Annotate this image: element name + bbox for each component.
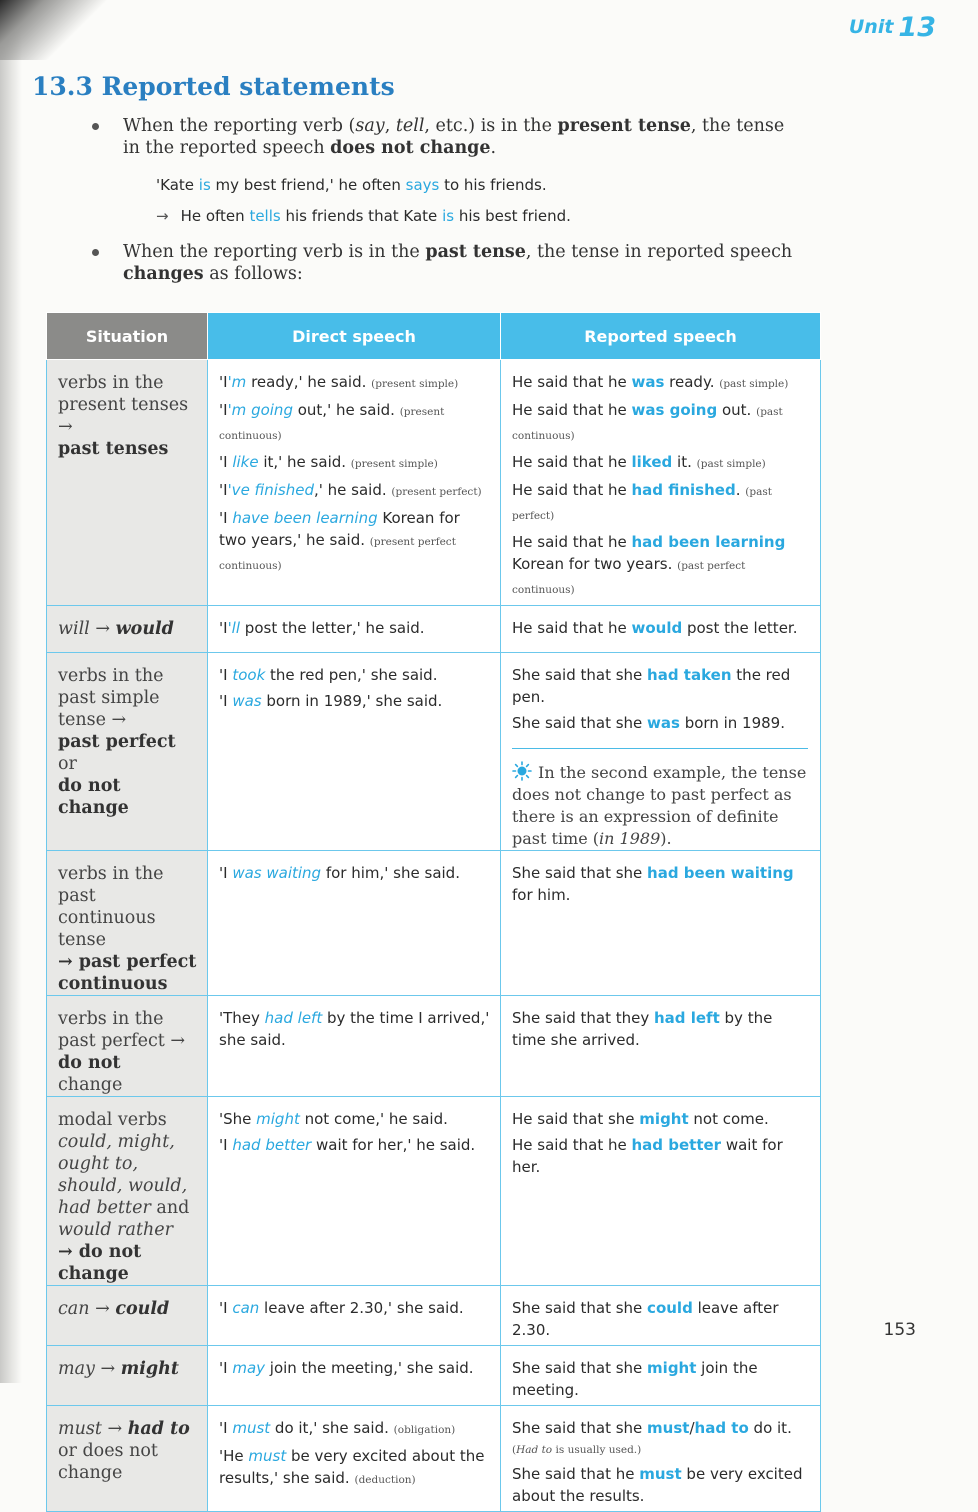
section-title: Reported statements [101,72,395,101]
table-row [47,1346,821,1406]
example-reported: → He often tells his friends that Kate is his best friend. [156,207,571,225]
table-row [47,1406,821,1512]
situation-cell: verbs in the present tenses → past tenses [47,360,208,606]
direct-cell: 'I'm ready,' he said. (present simple) 'I'm going out,' he said. (present continuous) 'I like it,' he said. (present simple) 'I've finished,' he said. (present perfect) 'I have been learning Korean for two years,' he said. (present perfect continuous) [208,360,501,606]
reported-cell: She said that she might join the meeting. [501,1346,821,1406]
table-row [47,851,821,996]
situation-cell: can → could [47,1286,208,1346]
header-direct-speech: Direct speech [208,313,501,360]
arrow-icon: → [156,207,169,225]
situation-cell: must → had to or does not change [47,1406,208,1512]
situation-cell: may → might [47,1346,208,1406]
direct-cell: 'They had left by the time I arrived,' she said. [208,996,501,1097]
situation-cell: verbs in the past simple tense → past perfect or do not change [47,653,208,851]
reported-cell: He said that she might not come. He said that he had better wait for her. [501,1097,821,1286]
direct-cell: 'I'll post the letter,' he said. [208,606,501,653]
reported-cell: She said that she could leave after 2.30. [501,1286,821,1346]
table-row [47,606,821,653]
tip-divider [512,748,808,749]
table-row [47,360,821,606]
unit-label: Unit [848,16,894,38]
example-direct: 'Kate is my best friend,' he often says to his friends. [156,176,547,194]
reported-cell: He said that he was ready. (past simple) He said that he was going out. (past continuous) He said that he liked it. (past simple) He said that he had finished. (past perfect) He said that he had been learning Korean for two years. (past perfect continuous) [501,360,821,606]
bullet-dot [92,123,99,130]
book-spine-shadow [0,0,22,1383]
unit-marker [849,14,936,41]
direct-cell: 'I can leave after 2.30,' she said. [208,1286,501,1346]
situation-cell: verbs in the past continuous tense → past perfect continuous [47,851,208,996]
reported-cell: She said that they had left by the time she arrived. [501,996,821,1097]
table-row [47,653,821,851]
table-row [47,996,821,1097]
lightbulb-icon [512,761,532,781]
page-corner-shadow [0,0,120,60]
section-number: 13.3 [32,72,93,101]
situation-cell: modal verbs could, might, ought to, should, would, had better and would rather → do not change [47,1097,208,1286]
bullet-dot [92,249,99,256]
bullet-text: When the reporting verb (say, tell, etc.) is in the present tense, the tense in the reported speech does not change. [123,116,785,158]
unit-number: 13 [898,12,936,43]
table-header-row [47,313,821,360]
bullet-present-tense [92,115,792,159]
section-heading [32,72,395,101]
situation-cell: will → would [47,606,208,653]
direct-cell: 'I was waiting for him,' she said. [208,851,501,996]
reported-cell: He said that he would post the letter. [501,606,821,653]
direct-cell: 'She might not come,' he said. 'I had better wait for her,' he said. [208,1097,501,1286]
direct-cell: 'I may join the meeting,' she said. [208,1346,501,1406]
reported-cell: She said that she had been waiting for him. [501,851,821,996]
direct-cell: 'I took the red pen,' she said. 'I was born in 1989,' she said. [208,653,501,851]
direct-cell: 'I must do it,' she said. (obligation) 'He must be very excited about the results,' she said. (deduction) [208,1406,501,1512]
reported-speech-table [46,312,821,1512]
bullet-past-tense [92,241,812,285]
reported-cell: She said that she had taken the red pen. She said that she was born in 1989. In the second example, the tense does not change to past perfect as there is an expression of definite past time (in 1989). [501,653,821,851]
page-number: 153 [883,1320,916,1340]
table-row [47,1097,821,1286]
reported-cell: She said that she must/had to do it. (Had to is usually used.) She said that he must be very excited about the results. [501,1406,821,1512]
situation-cell: verbs in the past perfect → do not change [47,996,208,1097]
header-situation: Situation [47,313,208,360]
tip-note: In the second example, the tense does not change to past perfect as there is an expression of definite past time (in 1989). [512,763,807,848]
header-reported-speech: Reported speech [501,313,821,360]
bullet-text: When the reporting verb is in the past tense, the tense in reported speech changes as follows: [123,242,793,284]
table-row [47,1286,821,1346]
